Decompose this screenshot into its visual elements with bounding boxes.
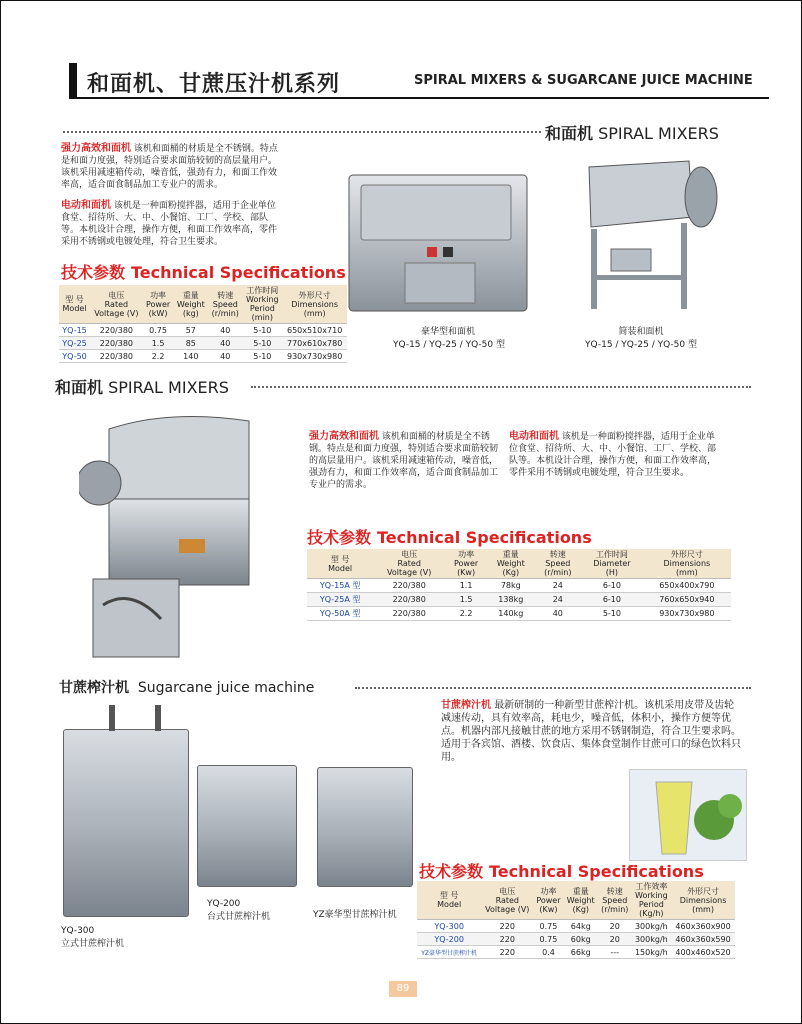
section3-spec-heading xyxy=(419,859,704,882)
table-row xyxy=(417,920,735,933)
header-title-en: SPIRAL MIXERS & SUGARCANE JUICE MACHINE xyxy=(414,73,753,88)
table-cell: YQ-200 xyxy=(417,933,481,946)
table-cell: 220/380 xyxy=(373,607,445,621)
yq300-juicer-image xyxy=(63,729,189,917)
section3-title xyxy=(59,677,314,697)
table-cell: YQ-50A 型 xyxy=(307,607,373,621)
table-cell: 150kg/h xyxy=(632,946,672,959)
table-cell: 5-10 xyxy=(242,350,282,363)
section3-spec-cn: 技术参数 xyxy=(419,862,484,881)
section2-divider xyxy=(251,386,751,388)
table-header: 工作时间 Diameter (H) xyxy=(581,549,643,579)
table-cell: 300kg/h xyxy=(632,933,672,946)
table-row xyxy=(307,593,731,607)
table-cell: 2.2 xyxy=(445,607,487,621)
table-row xyxy=(417,933,735,946)
section3-p-lead: 甘蔗榨汁机 xyxy=(441,700,491,711)
table-cell: 0.75 xyxy=(533,920,563,933)
table-cell: 40 xyxy=(208,350,242,363)
table-cell: YQ-15 xyxy=(59,324,90,337)
section1-title-en: SPIRAL MIXERS xyxy=(598,124,719,143)
table-cell: 930x730x980 xyxy=(282,350,347,363)
table-row xyxy=(59,350,347,363)
table-cell: 220/380 xyxy=(90,324,143,337)
table-cell: 220/380 xyxy=(373,579,445,593)
table-cell: 0.4 xyxy=(533,946,563,959)
section3-paragraph xyxy=(441,699,741,764)
section2-p2-text: 该机是一种面粉搅拌器，适用于企业单位食堂、招待所、大、中、小餐馆、工厂、学校、部队等。本机设计合理，操作方便，和面工作效率高，零件采用不锈钢或电镀处理，符合卫生要求。 xyxy=(509,432,717,478)
table-cell: 5-10 xyxy=(242,337,282,350)
table-cell: 40 xyxy=(535,607,582,621)
yq300-handle xyxy=(109,705,115,731)
simple-mixer-models: YQ-15 / YQ-25 / YQ-50 型 xyxy=(585,340,697,350)
table-cell: 78kg xyxy=(487,579,534,593)
table-cell: 2.2 xyxy=(143,350,174,363)
section2-paragraph-1 xyxy=(309,431,503,491)
section2-spec-heading xyxy=(307,525,592,548)
table-cell: 220/380 xyxy=(90,337,143,350)
table-cell: 24 xyxy=(535,579,582,593)
table-cell: --- xyxy=(598,946,632,959)
table-cell: 20 xyxy=(598,933,632,946)
section3-p-text: 最新研制的一种新型甘蔗榨汁机。该机采用皮带及齿轮减速传动，具有效率高，耗电少，噪音低，体积小，操作方便等优点。机器内部凡接触甘蔗的地方采用不锈钢制造，符合卫生要求吗。适用于各宾馆、酒楼、饮食店、集体食堂制作甘蔗可口的绿色饮料只用。 xyxy=(441,700,741,763)
table-cell: 930x730x980 xyxy=(643,607,731,621)
table-cell: 460x360x590 xyxy=(671,933,735,946)
section3-title-cn: 甘蔗榨汁机 xyxy=(59,680,129,696)
section3-spec-en: Technical Specifications xyxy=(489,862,704,881)
table-cell: 138kg xyxy=(487,593,534,607)
table-cell: 40 xyxy=(208,337,242,350)
simple-mixer-name: 简装和面机 xyxy=(618,327,664,337)
table-header: 电压 Rated Voltage (V) xyxy=(373,549,445,579)
table-row xyxy=(307,607,731,621)
section3-spec-table xyxy=(417,881,735,959)
table-header: 转速 Speed (r/min) xyxy=(535,549,582,579)
table-cell: 220 xyxy=(481,933,533,946)
table-header: 型 号 Model xyxy=(59,285,90,324)
table-header: 转速 Speed (r/min) xyxy=(208,285,242,324)
table-header: 电压 Rated Voltage (V) xyxy=(481,881,533,920)
table-header: 外形尺寸 Dimensions (mm) xyxy=(643,549,731,579)
table-cell: 760x650x940 xyxy=(643,593,731,607)
table-cell: 1.5 xyxy=(143,337,174,350)
section1-p2-text: 该机是一种面粉搅拌器，适用于企业单位食堂、招待所、大、中、小餐馆、工厂、学校、部队等。本机设计合理，操作方便，和面工作效率高，零件采用不锈钢或电镀处理，符合卫生要求。 xyxy=(61,201,278,247)
table-cell: YQ-15A 型 xyxy=(307,579,373,593)
table-row xyxy=(307,579,731,593)
table-cell: 140kg xyxy=(487,607,534,621)
table-cell: 24 xyxy=(535,593,582,607)
table-cell: 220 xyxy=(481,946,533,959)
table-header: 功率 Power (kW) xyxy=(143,285,174,324)
deluxe-mixer-models: YQ-15 / YQ-25 / YQ-50 型 xyxy=(393,340,505,350)
table-cell: 64kg xyxy=(564,920,598,933)
simple-mixer-image xyxy=(571,157,723,319)
section2-title-en: SPIRAL MIXERS xyxy=(108,378,229,397)
section2-spec-table xyxy=(307,549,731,621)
yq200-name: 台式甘蔗榨汁机 xyxy=(207,912,271,922)
table-cell: 20 xyxy=(598,920,632,933)
table-cell: 460x360x900 xyxy=(671,920,735,933)
table-cell: 1.1 xyxy=(445,579,487,593)
table-header: 电压 Rated Voltage (V) xyxy=(90,285,143,324)
yz-caption: YZ豪华型甘蔗榨汁机 xyxy=(313,910,397,920)
table-header: 转速 Speed (r/min) xyxy=(598,881,632,920)
yq300-handle xyxy=(155,705,161,731)
table-cell: 770x610x780 xyxy=(282,337,347,350)
table-header: 外形尺寸 Dimensions (mm) xyxy=(282,285,347,324)
section1-spec-heading xyxy=(61,260,346,283)
table-header: 重量 Weight (kg) xyxy=(173,285,208,324)
table-cell: 5-10 xyxy=(242,324,282,337)
table-cell: 1.5 xyxy=(445,593,487,607)
section1-spec-table xyxy=(59,285,347,363)
table-cell: 40 xyxy=(208,324,242,337)
section1-paragraph-1 xyxy=(61,143,283,191)
table-header: 型 号 Model xyxy=(417,881,481,920)
table-cell: 300kg/h xyxy=(632,920,672,933)
section2-title xyxy=(55,375,229,398)
table-cell: YQ-25A 型 xyxy=(307,593,373,607)
table-cell: 650x400x790 xyxy=(643,579,731,593)
section1-title-cn: 和面机 xyxy=(545,124,594,143)
section2-spec-cn: 技术参数 xyxy=(307,528,372,547)
table-header: 外形尺寸 Dimensions (mm) xyxy=(671,881,735,920)
table-cell: YQ-25 xyxy=(59,337,90,350)
section1-divider xyxy=(63,131,541,133)
table-row xyxy=(59,324,347,337)
yq200-juicer-image xyxy=(197,765,297,887)
table-cell: YQ-50 xyxy=(59,350,90,363)
table-cell: 0.75 xyxy=(533,933,563,946)
table-row xyxy=(59,337,347,350)
yq300-caption xyxy=(61,926,171,949)
heavy-duty-mixer-image xyxy=(79,409,269,659)
section3-title-en: Sugarcane juice machine xyxy=(137,680,315,696)
section1-p1-lead: 强力高效和面机 xyxy=(61,143,131,154)
table-cell: 57 xyxy=(173,324,208,337)
table-cell: 66kg xyxy=(564,946,598,959)
table-cell: 650x510x710 xyxy=(282,324,347,337)
section2-title-cn: 和面机 xyxy=(55,378,104,397)
table-cell: 5-10 xyxy=(581,607,643,621)
section2-spec-en: Technical Specifications xyxy=(377,528,592,547)
yq200-caption xyxy=(207,899,297,922)
yq200-model: YQ-200 xyxy=(207,899,241,909)
table-cell: 6-10 xyxy=(581,593,643,607)
deluxe-mixer-image xyxy=(345,167,531,319)
table-header: 型 号 Model xyxy=(307,549,373,579)
table-row xyxy=(417,946,735,959)
section1-title xyxy=(545,121,719,144)
table-cell: 220/380 xyxy=(373,593,445,607)
table-cell: 140 xyxy=(173,350,208,363)
table-cell: 220 xyxy=(481,920,533,933)
table-header: 功率 Power (Kw) xyxy=(445,549,487,579)
section1-spec-en: Technical Specifications xyxy=(131,263,346,282)
section2-p2-lead: 电动和面机 xyxy=(509,431,559,442)
table-cell: 6-10 xyxy=(581,579,643,593)
table-header: 重量 Weight (Kg) xyxy=(487,549,534,579)
header-accent-bar xyxy=(69,63,77,99)
table-cell: 60kg xyxy=(564,933,598,946)
table-cell: 0.75 xyxy=(143,324,174,337)
yq300-name: 立式甘蔗榨汁机 xyxy=(61,939,125,949)
section3-divider xyxy=(355,687,751,689)
yq300-model: YQ-300 xyxy=(61,926,95,936)
deluxe-mixer-name: 豪华型和面机 xyxy=(420,327,475,337)
section1-p2-lead: 电动和面机 xyxy=(61,200,111,211)
page-number: 89 xyxy=(389,981,417,997)
table-cell: 220/380 xyxy=(90,350,143,363)
table-cell: YQ-300 xyxy=(417,920,481,933)
table-header: 工作时间 Working Period (min) xyxy=(242,285,282,324)
section2-p1-text: 该机和面桶的材质是全不锈钢。特点是和面力度强，特别适合要求面筋较韧的高层量用户。该机采用减速箱传动，噪音低，强劲有力，和面工作效率高，适合面食制品加工专业户的需求。 xyxy=(309,432,499,490)
table-header: 功率 Power (Kw) xyxy=(533,881,563,920)
header-title-cn: 和面机、甘蔗压汁机系列 xyxy=(87,72,341,97)
table-header: 工作效率 Working Period (Kg/h) xyxy=(632,881,672,920)
table-cell: 400x460x520 xyxy=(671,946,735,959)
juice-glass-image xyxy=(629,769,747,861)
section2-p1-lead: 强力高效和面机 xyxy=(309,431,379,442)
deluxe-mixer-caption xyxy=(393,324,503,350)
table-cell: YZ豪华型甘蔗榨汁机 xyxy=(417,946,481,959)
table-header: 重量 Weight (Kg) xyxy=(564,881,598,920)
page-header xyxy=(69,63,769,99)
section1-spec-cn: 技术参数 xyxy=(61,263,126,282)
yz-deluxe-juicer-image xyxy=(317,767,413,887)
simple-mixer-caption xyxy=(571,324,711,350)
section1-paragraph-2 xyxy=(61,200,283,248)
section2-paragraph-2 xyxy=(509,431,719,479)
table-cell: 85 xyxy=(173,337,208,350)
section1-p1-text: 该机和面桶的材质是全不锈钢。特点是和面力度强，特别适合要求面筋较韧的高层量用户。该机采用减速箱传动，噪音低，强劲有力，和面工作效率高，适合面食制品加工专业户的需求。 xyxy=(61,144,278,190)
